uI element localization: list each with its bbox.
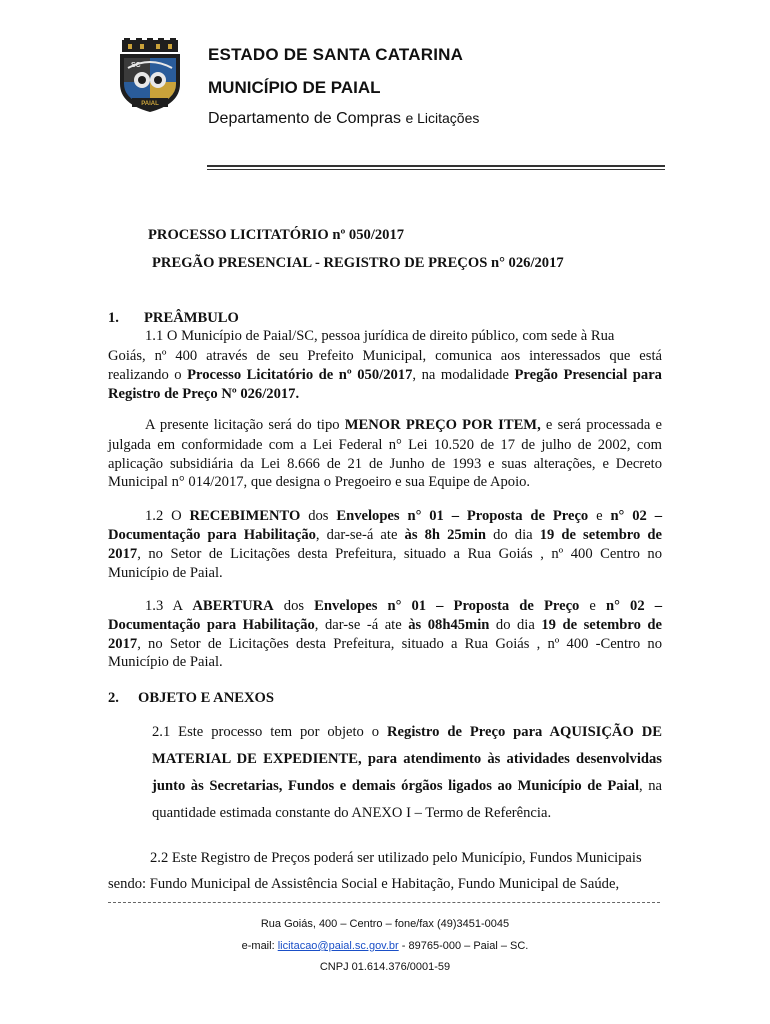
p21-line-1: 2.1 Este processo tem por objeto o Registro de Preço para AQUISIÇÃO DE — [152, 724, 662, 740]
footer-rule — [108, 902, 660, 904]
process-title: PROCESSO LICITATÓRIO nº 050/2017 — [148, 227, 405, 243]
p22-line-2: sendo: Fundo Municipal de Assistência Social e Habitação, Fundo Municipal de Saúde, — [108, 876, 620, 892]
p21-line-2: MATERIAL DE EXPEDIENTE, para atendimento às atividades desenvolvidas — [152, 751, 662, 767]
p12-line-2: Documentação para Habilitação, dar-se-á ate às 8h 25min do dia 19 de setembro de — [108, 527, 662, 543]
p22-line-1: 2.2 Este Registro de Preços poderá ser utilizado pelo Município, Fundos Municipais — [150, 850, 642, 866]
p2-line-2: julgada em conformidade com a Lei Federal n° Lei 10.520 de 17 de julho de 2002, com — [108, 437, 662, 453]
header-rule — [207, 165, 665, 167]
p13-line-3: 2017, no Setor de Licitações desta Prefeitura, situado a Rua Goiás , nº 400 -Centro no — [108, 636, 662, 652]
department-tail: e Licitações — [405, 110, 480, 126]
p13-line-4: Município de Paial. — [108, 654, 223, 670]
section-1-number: 1. — [108, 310, 119, 326]
p2-line-3: aplicação subsidiária da Lei 8.666 de 21 de Junho de 1993 e suas alterações, e Decreto — [108, 456, 662, 472]
section-1-heading: PREÂMBULO — [144, 310, 239, 326]
p12-line-3: 2017, no Setor de Licitações desta Prefeitura, situado a Rua Goiás , nº 400 Centro no — [108, 546, 662, 562]
footer-cnpj: CNPJ 01.614.376/0001-59 — [319, 961, 451, 973]
header-rule-thin — [207, 169, 665, 170]
header-municipality: MUNICÍPIO DE PAIAL — [208, 78, 381, 97]
section-2-number: 2. — [108, 690, 119, 706]
p11-line-3: realizando o Processo Licitatório de nº 050/2017, na modalidade Pregão Presencial para — [108, 367, 662, 383]
svg-text:SC: SC — [131, 62, 141, 69]
footer-address: Rua Goiás, 400 – Centro – fone/fax (49)3451-0045 — [260, 918, 510, 930]
header-state: ESTADO DE SANTA CATARINA — [208, 45, 464, 64]
p13-line-2: Documentação para Habilitação, dar-se -á ate às 08h45min do dia 19 de setembro de — [108, 617, 662, 633]
p11-line-4: Registro de Preço Nº 026/2017. — [108, 386, 300, 402]
p21-line-3: junto às Secretarias, Fundos e demais órgãos ligados ao Município de Paial, na — [152, 778, 662, 794]
municipal-crest-logo — [114, 38, 186, 114]
p12-line-1: 1.2 O RECEBIMENTO dos Envelopes n° 01 – Proposta de Preço e n° 02 – — [145, 508, 662, 524]
p12-line-4: Município de Paial. — [108, 565, 223, 581]
department-main: Departamento de Compras — [208, 110, 401, 127]
p11-line-2: Goiás, nº 400 através de seu Prefeito Municipal, comunica aos interessados que está — [108, 348, 662, 364]
footer-email-line: e-mail: licitacao@paial.sc.gov.br - 89765-000 – Paial – SC. — [241, 940, 529, 952]
p11-line-1: 1.1 O Município de Paial/SC, pessoa jurídica de direito público, com sede à Rua — [145, 328, 615, 344]
p21-line-4: quantidade estimada constante do ANEXO I – Termo de Referência. — [152, 805, 552, 821]
p2-line-1: A presente licitação será do tipo MENOR PREÇO POR ITEM, e será processada e — [145, 417, 662, 433]
pregao-title: PREGÃO PRESENCIAL - REGISTRO DE PREÇOS n° 026/2017 — [152, 255, 564, 271]
p2-line-4: Municipal n° 014/2017, que designa o Pregoeiro e sua Equipe de Apoio. — [108, 474, 531, 490]
p13-line-1: 1.3 A ABERTURA dos Envelopes n° 01 – Proposta de Preço e n° 02 – — [145, 598, 662, 614]
svg-text:PAIAL: PAIAL — [141, 101, 159, 107]
email-link[interactable]: licitacao@paial.sc.gov.br — [277, 940, 399, 952]
header-department — [208, 110, 479, 128]
section-2-heading: OBJETO E ANEXOS — [138, 690, 274, 706]
